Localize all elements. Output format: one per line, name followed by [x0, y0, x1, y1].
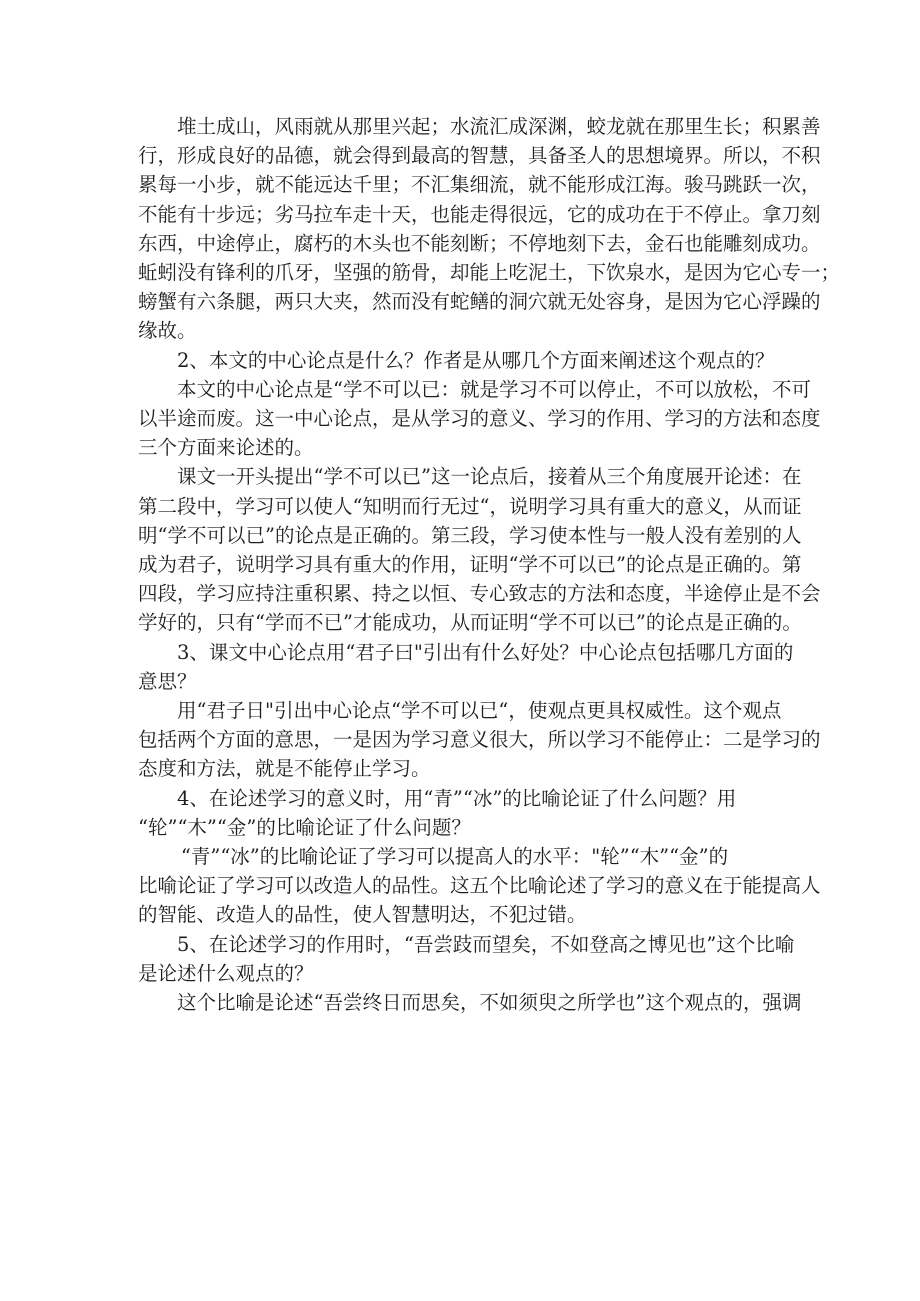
text-line: 不能有十步远；劣马拉车走十天，也能走得很远，它的成功在于不停止。拿刀刻	[138, 202, 821, 226]
answer-2b	[138, 462, 821, 637]
text-line: 四段，学习应持注重积累、持之以恒、专心致志的方法和态度，半途停止是不会	[138, 582, 821, 606]
answer-4	[138, 842, 821, 930]
text-line: 堆土成山，风雨就从那里兴起；水流汇成深渊，蛟龙就在那里生长；积累善	[177, 115, 821, 138]
question-2	[138, 346, 788, 375]
text-line: 3、课文中心论点用“君子曰"引出有什么好处？中心论点包括哪几方面的	[177, 640, 794, 664]
text-line: 东西，中途停止，腐朽的木头也不能刻断；不停地刻下去，金石也能雕刻成功。	[138, 231, 821, 255]
question-4	[138, 784, 788, 842]
text-line: 2、本文的中心论点是什么？作者是从哪几个方面来阐述这个观点的？	[177, 348, 775, 372]
text-line: 累每一小步，就不能远达千里；不汇集细流，就不能形成江海。骏马跳跃一次，	[138, 173, 821, 197]
text-line: “轮”“木”“金”的比喻论证了什么问题？	[138, 815, 471, 839]
text-line: 意思？	[138, 669, 197, 693]
text-line: 是论述什么观点的？	[138, 961, 314, 985]
text-line: 以半途而废。这一中心论点，是从学习的意义、学习的作用、学习的方法和态度	[138, 407, 821, 431]
text-line: 三个方面来论述的。	[138, 436, 314, 460]
text-line: 螃蟹有六条腿，两只大夹，然而没有蛇鳝的洞穴就无处容身，是因为它心浮躁的	[138, 290, 821, 314]
text-line: 明“学不可以已”的论点是正确的。第三段，学习使本性与一般人没有差别的人	[138, 523, 802, 547]
answer-5	[138, 988, 802, 1017]
text-line: 用“君子日"引出中心论点“学不可以已“，使观点更具权威性。这个观点	[177, 699, 782, 723]
answer-3	[138, 696, 821, 784]
text-line: 包括两个方面的意思，一是因为学习意义很大，所以学习不能停止：二是学习的	[138, 728, 821, 752]
text-line: 这个比喻是论述“吾尝终日而思矣，不如须臾之所学也”这个观点的，强调	[177, 991, 802, 1015]
text-line: 的智能、改造人的品性，使人智慧明达，不犯过错。	[138, 903, 587, 927]
text-line: 本文的中心论点是“学不可以已：就是学习不可以停止，不可以放松，不可	[177, 377, 811, 401]
text-line: 态度和方法，就是不能停止学习。	[138, 757, 431, 781]
answer-2a	[138, 375, 821, 463]
text-line: 缘故。	[138, 319, 197, 343]
paragraph-translation	[138, 112, 841, 346]
question-3	[138, 638, 794, 696]
text-line: 课文一开头提出“学不可以已”这一论点后，接着从三个角度展开论述：在	[177, 465, 802, 489]
text-line: “青”“冰”的比喻论证了学习可以提高人的水平："轮”“木”“金”的	[180, 845, 729, 869]
question-5	[138, 930, 795, 988]
text-line: 成为君子，说明学习具有重大的作用，证明“学不可以已”的论点是正确的。第	[138, 553, 802, 577]
text-line: 蚯蚓没有锋利的爪牙，坚强的筋骨，却能上吃泥土，下饮泉水，是因为它心专一；	[138, 261, 841, 285]
document-body	[138, 112, 841, 1017]
text-line: 行，形成良好的品德，就会得到最高的智慧，具备圣人的思想境界。所以，不积	[138, 144, 821, 168]
text-line: 学好的，只有“学而不已”才能成功，从而证明“学不可以已”的论点是正确的。	[138, 611, 802, 635]
text-line: 比喻论证了学习可以改造人的品性。这五个比喻论述了学习的意义在于能提高人	[138, 874, 821, 898]
text-line: 4、在论述学习的意义时，用“青”“冰”的比喻论证了什么问题？用	[177, 786, 737, 810]
text-line: 5、在论述学习的作用时，“吾尝跂而望矣，不如登高之博见也”这个比喻	[177, 932, 795, 956]
text-line: 第二段中，学习可以使人“知明而行无过“，说明学习具有重大的意义，从而证	[138, 494, 802, 518]
